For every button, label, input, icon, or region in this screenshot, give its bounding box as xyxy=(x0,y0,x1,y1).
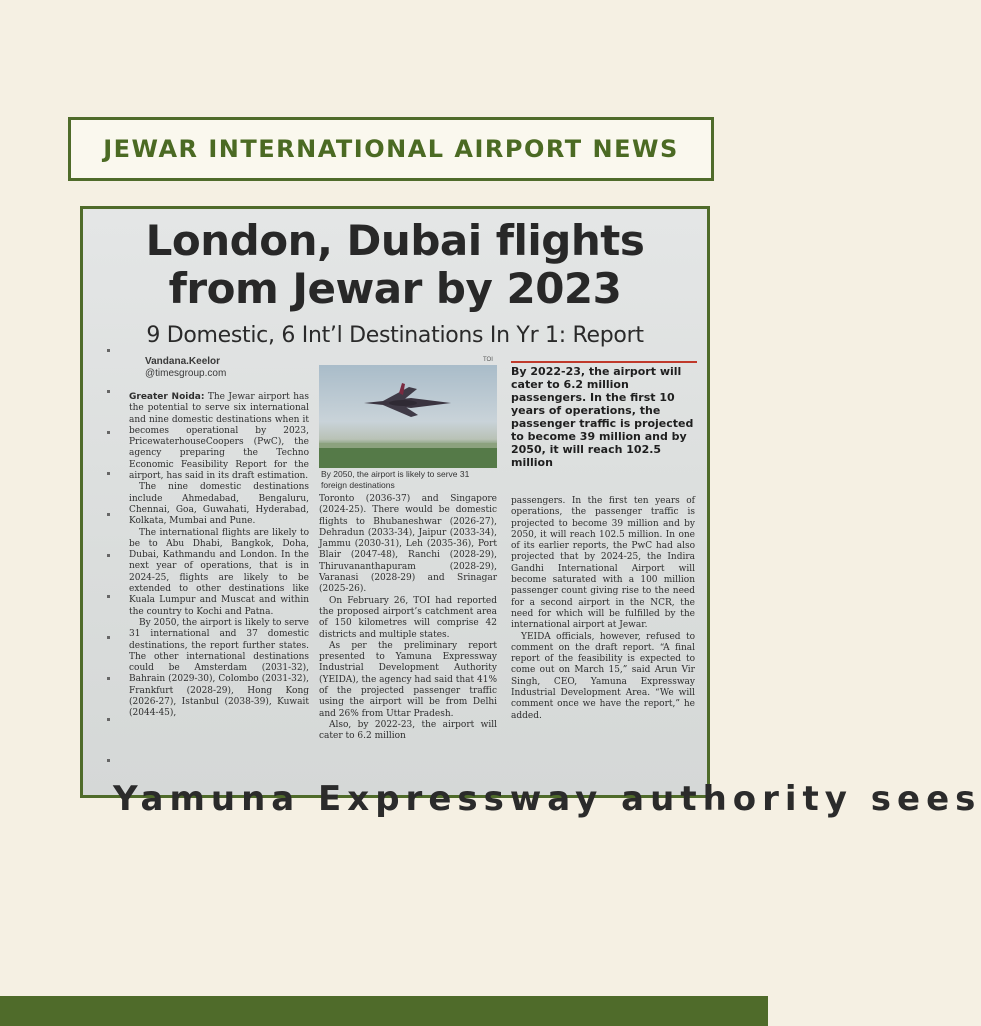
paragraph: YEIDA officials, however, refused to comment on the draft report. “A final report of the feasibility is expected to come out on March 15,” said Arun Vir Singh, CEO, Yamuna Expressway Industrial Development Area. “We will comment once we have the report,” he added. xyxy=(511,631,695,721)
byline xyxy=(145,356,226,380)
newspaper-clipping xyxy=(83,209,981,819)
margin-marks xyxy=(103,349,115,799)
next-headline-teaser: Yamuna Expressway authority sees xyxy=(113,779,981,819)
article-column-3 xyxy=(511,496,695,798)
red-divider xyxy=(511,361,697,363)
article-subheadline: 9 Domestic, 6 Int’l Destinations In Yr 1: Report xyxy=(146,323,644,348)
article-column-1 xyxy=(129,392,309,797)
paragraph: As per the preliminary report presented to Yamuna Expressway Industrial Development Authority (YEIDA), the agency had said that 41% of the projected passenger traffic using the airport will be from Delhi and 26% from Uttar Pradesh. xyxy=(319,640,497,719)
article-headline xyxy=(83,217,707,313)
paragraph: On February 26, TOI had reported the proposed airport’s catchment area of 150 kilometres will comprise 42 districts and multiple states. xyxy=(319,595,497,640)
article-column-2 xyxy=(319,494,497,798)
byline-email: @timesgroup.com xyxy=(145,368,227,379)
photo-caption: By 2050, the airport is likely to serve 31 foreign destinations xyxy=(321,469,470,490)
airplane-icon xyxy=(319,365,497,468)
dateline: Greater Noida: xyxy=(129,392,205,402)
photo-credit: TOI xyxy=(483,357,493,363)
byline-name: Vandana.Keelor xyxy=(145,356,221,367)
footer-bar xyxy=(0,996,768,1026)
pull-quote: By 2022-23, the airport will cater to 6.2 million passengers. In the first 10 years of operations, the passenger traffic is projected to become 39 million and by 2050, it will reach 102.5 million xyxy=(511,365,694,469)
paragraph: Toronto (2036-37) and Singapore (2024-25). There would be domestic flights to Bhubaneshwar (2026-27), Dehradun (2033-34), Jaipur (2033-34), Jammu (2030-31), Leh (2035-36), Port Blair (2047-48), Ranchi (2028-29), Thiruvananthapuram (2028-29), Varanasi (2028-29) and Srinagar (2025-26). xyxy=(319,494,497,595)
title-banner xyxy=(68,117,714,181)
paragraph: passengers. In the first ten years of operations, the passenger traffic is projected to become 39 million and by 2050, it will reach 102.5 million. In one of its earlier reports, the PwC had also projected that by 2024-25, the Indira Gandhi International Airport will become saturated with a 100 million passenger count giving rise to the need for a second airport in the NCR, the need for which will be fulfilled by the international airport at Jewar. xyxy=(511,496,695,631)
headline-line-2: from Jewar by 2023 xyxy=(168,264,622,313)
paragraph: The international flights are likely to be to Abu Dhabi, Bangkok, Doha, Dubai, Kathmandu and London. In the next year of operations, that is in 2024-25, flights are likely to be extended to other destinations like Kuala Lumpur and Muscat and within the country to Kochi and Patna. xyxy=(129,527,309,617)
paragraph: Also, by 2022-23, the airport will cater to 6.2 million xyxy=(319,719,497,742)
paragraph: By 2050, the airport is likely to serve 31 international and 37 domestic destinations, the report further states. The other international destinations could be Amsterdam (2031-32), Bahrain (2029-30), Colombo (2031-32), Frankfurt (2028-29), Hong Kong (2026-27), Istanbul (2038-39), Kuwait (2044-45), xyxy=(129,617,309,719)
headline-line-1: London, Dubai flights xyxy=(145,216,645,265)
airplane-photo xyxy=(319,365,497,468)
paragraph: Greater Noida: The Jewar airport has the potential to serve six international and nine domestic destinations when it becomes operational by 2023, PricewaterhouseCoopers (PwC), the agency preparing the Techno Economic Feasibility Report for the airport, has said in its draft estimation. xyxy=(129,392,309,482)
paragraph: The nine domestic destinations include Ahmedabad, Bengaluru, Chennai, Goa, Guwahati, Hyderabad, Kolkata, Mumbai and Pune. xyxy=(129,482,309,527)
banner-title: JEWAR INTERNATIONAL AIRPORT NEWS xyxy=(103,135,679,163)
newspaper-clipping-frame xyxy=(80,206,981,819)
